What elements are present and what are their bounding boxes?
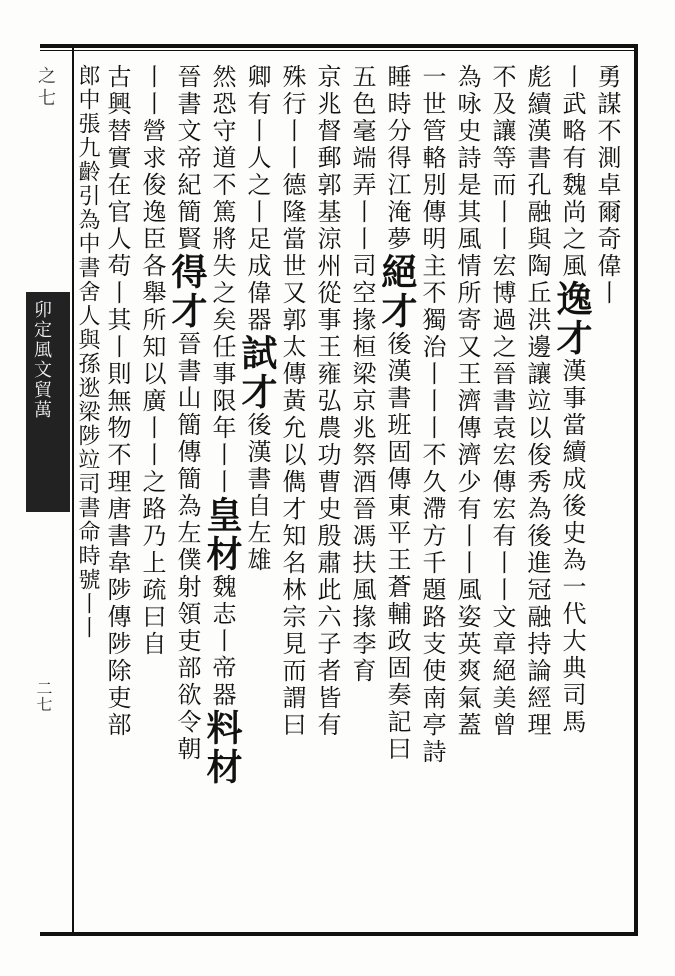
margin-edge-label: 卯定風文貿萬 [31, 300, 52, 420]
bottom-border-rule [40, 932, 638, 936]
text-column-9: 京兆督郵郭基涼州從事王雍弘農功曹史殷肅此六子者皆有 [313, 64, 341, 739]
text-column-15: 古興替實在官人苟丨其丨則無物不理唐書韋陟傳陟除吏部 [103, 64, 131, 739]
top-border-thin-rule [40, 50, 638, 51]
heading-decai: 得才 [166, 253, 208, 331]
heading-huangcai: 皇材 [201, 496, 243, 574]
top-border-rule [40, 44, 638, 48]
text-column-4: 不及讓等而丨丨宏博過之晉書袁宏傳宏有丨丨文章絕美曾 [488, 64, 516, 739]
text-column-3: 彪續漢書孔融與陶丘洪邊讓竝以俊秀為後進冠融持論經理 [523, 64, 551, 739]
page-folio: 二七 [34, 680, 53, 712]
text-column-10: 殊行丨丨德隆當世又郭太傳黃允以儁才知名林宗見而謂曰 [278, 64, 306, 739]
heading-juecai: 絕才 [376, 253, 418, 331]
text-column-12: 然恐守道不篤將失之矣任事限年丨丨皇材魏志丨帝器料材 [201, 64, 243, 787]
text-column-5: 為咏史詩是其風情所寄又王濟傳濟少有丨丨風姿英爽氣蓋 [453, 64, 481, 739]
right-border-rule [634, 44, 638, 936]
text-column-16: 郎中張九齡引為中書舍人與孫逖梁陟竝司書命時號丨丨 [75, 64, 100, 640]
heading-shicai: 試才 [236, 334, 278, 412]
text-column-6: 一世管輅別傳明主不獨治丨丨丨不久滯方千題路支使南亭詩 [418, 64, 446, 766]
text-column-2: 丨武略有魏尚之風逸才漢事當續成後史為一代大典司馬 [551, 64, 593, 736]
heading-liaocai: 料材 [201, 709, 243, 787]
text-column-1: 勇謀不測卓爾奇偉丨 [593, 64, 621, 307]
text-column-11: 卿有丨人之丨足成偉器試才後漢書自左雄 [236, 64, 278, 574]
heading-yicai: 逸才 [551, 280, 593, 358]
text-column-13: 晉書文帝紀簡賢得才晉書山簡傳簡為左僕射領吏部欲令朝 [166, 64, 208, 763]
margin-top-text: 之七 [35, 66, 56, 110]
text-column-8: 五色毫端弄丨丨司空掾桓梁京兆祭酒晉馮扶風掾李育 [348, 64, 376, 685]
text-column-7: 睡時分得江淹夢絕才後漢書班固傳東平王蒼輔政固奏記曰 [376, 64, 418, 763]
text-column-14: 丨丨營求俊逸臣各舉所知以廣丨丨之路乃上疏曰自 [138, 64, 166, 658]
